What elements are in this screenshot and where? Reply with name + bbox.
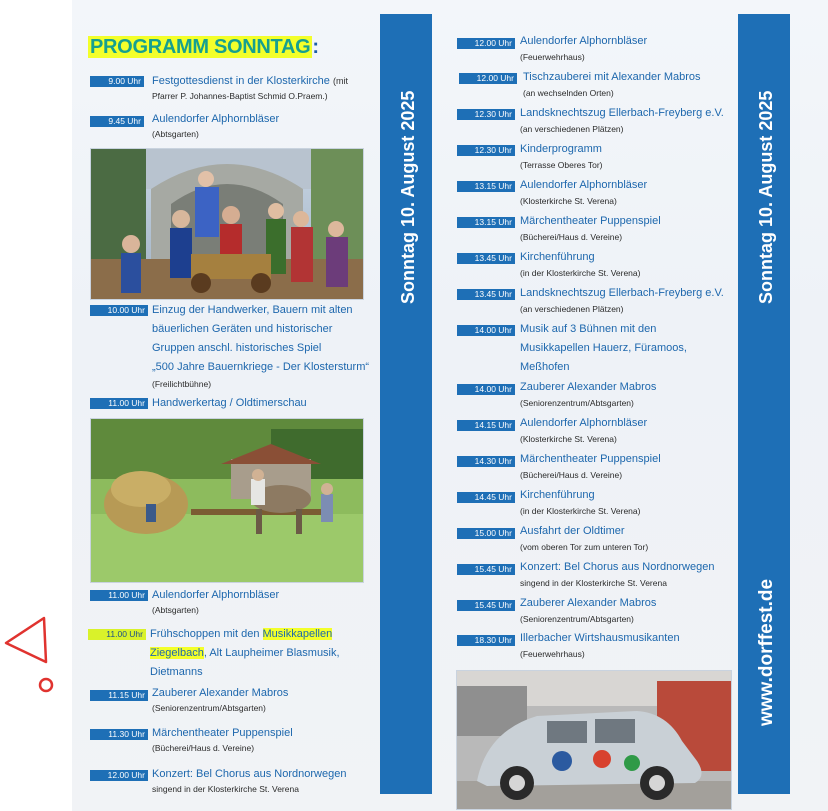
time-badge-highlighted: 11.00 Uhr: [88, 629, 146, 640]
time-badge: 14.45 Uhr: [457, 492, 515, 503]
event-location: (Bücherei/Haus d. Vereine): [520, 470, 623, 480]
date-band-right: [738, 14, 790, 794]
event-title: Illerbacher Wirtshausmusikanten: [520, 632, 680, 644]
event-title: Zauberer Alexander Mabros: [520, 381, 657, 393]
event-location: (Klosterkirche St. Verena): [520, 434, 617, 444]
event-title-line: Dietmanns: [150, 666, 203, 678]
band-date-text: Sonntag 10. August 2025: [756, 90, 776, 304]
date-band-left: [380, 14, 432, 794]
event-title: Landsknechtszug Ellerbach-Freyberg e.V.: [520, 107, 724, 119]
time-badge: 10.00 Uhr: [90, 305, 148, 316]
time-badge: 14.30 Uhr: [457, 456, 515, 467]
event-location: (Terrasse Oberes Tor): [520, 160, 603, 170]
event-title: Festgottesdienst in der Klosterkirche (mit: [152, 75, 348, 87]
band-date-text: Sonntag 10. August 2025: [398, 90, 418, 304]
time-badge: 12.30 Uhr: [457, 145, 515, 156]
event-title-line: Ziegelbach, Alt Laupheimer Blasmusik,: [150, 647, 340, 659]
event-location: (Seniorenzentrum/Abtsgarten): [520, 614, 634, 624]
website-url: www.dorffest.de: [756, 578, 777, 726]
time-badge: 13.15 Uhr: [457, 181, 515, 192]
event-title: Ausfahrt der Oldtimer: [520, 525, 625, 537]
highlight-text: Musikkapellen: [262, 628, 333, 640]
event-title: Märchentheater Puppenspiel: [152, 727, 293, 739]
time-badge: 18.30 Uhr: [457, 635, 515, 646]
craftsman-day-photo: [90, 418, 364, 583]
event-location: (an verschiedenen Plätzen): [520, 304, 624, 314]
highlight-text: Ziegelbach: [150, 647, 204, 659]
time-badge: 9.00 Uhr: [90, 76, 144, 87]
event-location: (Abtsgarten): [152, 605, 199, 615]
event-title: Märchentheater Puppenspiel: [520, 215, 661, 227]
title-colon: :: [312, 36, 319, 58]
event-title: Kirchenführung: [520, 251, 595, 263]
title-text: PROGRAMM SONNTAG: [90, 36, 311, 58]
event-location: (Seniorenzentrum/Abtsgarten): [520, 398, 634, 408]
event-location: singend in der Klosterkirche St. Verena: [152, 784, 299, 794]
event-title-line: Gruppen anschl. historisches Spiel: [152, 342, 322, 354]
time-badge: 12.00 Uhr: [459, 73, 517, 84]
event-title: Kinderprogramm: [520, 143, 602, 155]
event-location: (Bücherei/Haus d. Vereine): [152, 743, 255, 753]
vintage-car-image: [457, 671, 731, 809]
event-title-line: Musik auf 3 Bühnen mit den: [520, 323, 657, 335]
event-title: Aulendorfer Alphornbläser: [520, 35, 648, 47]
time-badge: 14.00 Uhr: [457, 325, 515, 336]
event-title-line: Einzug der Handwerker, Bauern mit alten: [152, 304, 353, 316]
event-title: Aulendorfer Alphornbläser: [520, 417, 648, 429]
event-location: (Feuerwehrhaus): [520, 649, 585, 659]
event-location: (an verschiedenen Plätzen): [520, 124, 624, 134]
event-title-line: Frühschoppen mit den Musikkapellen: [150, 628, 333, 640]
time-badge: 11.00 Uhr: [90, 398, 148, 409]
time-badge: 15.00 Uhr: [457, 528, 515, 539]
event-location: (in der Klosterkirche St. Verena): [520, 506, 641, 516]
event-title-line: Musikkapellen Hauerz, Füramoos,: [520, 342, 687, 354]
event-title-line: bäuerlichen Geräten und historischer: [152, 323, 333, 335]
time-badge: 11.00 Uhr: [90, 590, 148, 601]
event-title: Zauberer Alexander Mabros: [520, 597, 657, 609]
time-badge: 13.45 Uhr: [457, 289, 515, 300]
time-badge: 11.15 Uhr: [90, 690, 148, 701]
event-location: (an wechselnden Orten): [523, 88, 614, 98]
event-location: singend in der Klosterkirche St. Verena: [520, 578, 667, 588]
event-location: (Seniorenzentrum/Abtsgarten): [152, 703, 266, 713]
time-badge: 13.15 Uhr: [457, 217, 515, 228]
event-location: (Feuerwehrhaus): [520, 52, 585, 62]
event-title: Aulendorfer Alphornbläser: [152, 113, 280, 125]
event-location: (Bücherei/Haus d. Vereine): [520, 232, 623, 242]
horse-hay-image: [91, 419, 363, 582]
event-title: Märchentheater Puppenspiel: [520, 453, 661, 465]
event-location: (vom oberen Tor zum unteren Tor): [520, 542, 649, 552]
event-location: (Freilichtbühne): [152, 379, 212, 389]
event-title-line: Meßhofen: [520, 361, 570, 373]
event-title: Kirchenführung: [520, 489, 595, 501]
event-title: Konzert: Bel Chorus aus Nordnorwegen: [152, 768, 347, 780]
event-location: Pfarrer P. Johannes-Baptist Schmid O.Praem.): [152, 91, 328, 101]
costume-parade-image: [91, 149, 363, 299]
time-badge: 14.00 Uhr: [457, 384, 515, 395]
time-badge: 12.00 Uhr: [90, 770, 148, 781]
time-badge: 14.15 Uhr: [457, 420, 515, 431]
time-badge: 15.45 Uhr: [457, 564, 515, 575]
event-title: Landsknechtszug Ellerbach-Freyberg e.V.: [520, 287, 724, 299]
event-title-line: „500 Jahre Bauernkriege - Der Klostersturm“: [152, 361, 370, 373]
event-location: (Klosterkirche St. Verena): [520, 196, 617, 206]
event-title: Konzert: Bel Chorus aus Nordnorwegen: [520, 561, 715, 573]
time-badge: 9.45 Uhr: [90, 116, 144, 127]
page-title: [88, 36, 319, 59]
time-badge: 12.00 Uhr: [457, 38, 515, 49]
time-badge: 12.30 Uhr: [457, 109, 515, 120]
time-badge: 13.45 Uhr: [457, 253, 515, 264]
oldtimer-car-photo: [456, 670, 732, 810]
event-title: Tischzauberei mit Alexander Mabros: [523, 71, 701, 83]
event-title: Aulendorfer Alphornbläser: [152, 589, 280, 601]
event-title: Aulendorfer Alphornbläser: [520, 179, 648, 191]
event-title: Zauberer Alexander Mabros: [152, 687, 289, 699]
event-location: (in der Klosterkirche St. Verena): [520, 268, 641, 278]
event-location: (Abtsgarten): [152, 129, 199, 139]
time-badge: 15.45 Uhr: [457, 600, 515, 611]
event-title: Handwerkertag / Oldtimerschau: [152, 397, 307, 409]
red-arrow-annotation-icon: [0, 610, 60, 700]
festival-costume-photo: [90, 148, 364, 300]
time-badge: 11.30 Uhr: [90, 729, 148, 740]
